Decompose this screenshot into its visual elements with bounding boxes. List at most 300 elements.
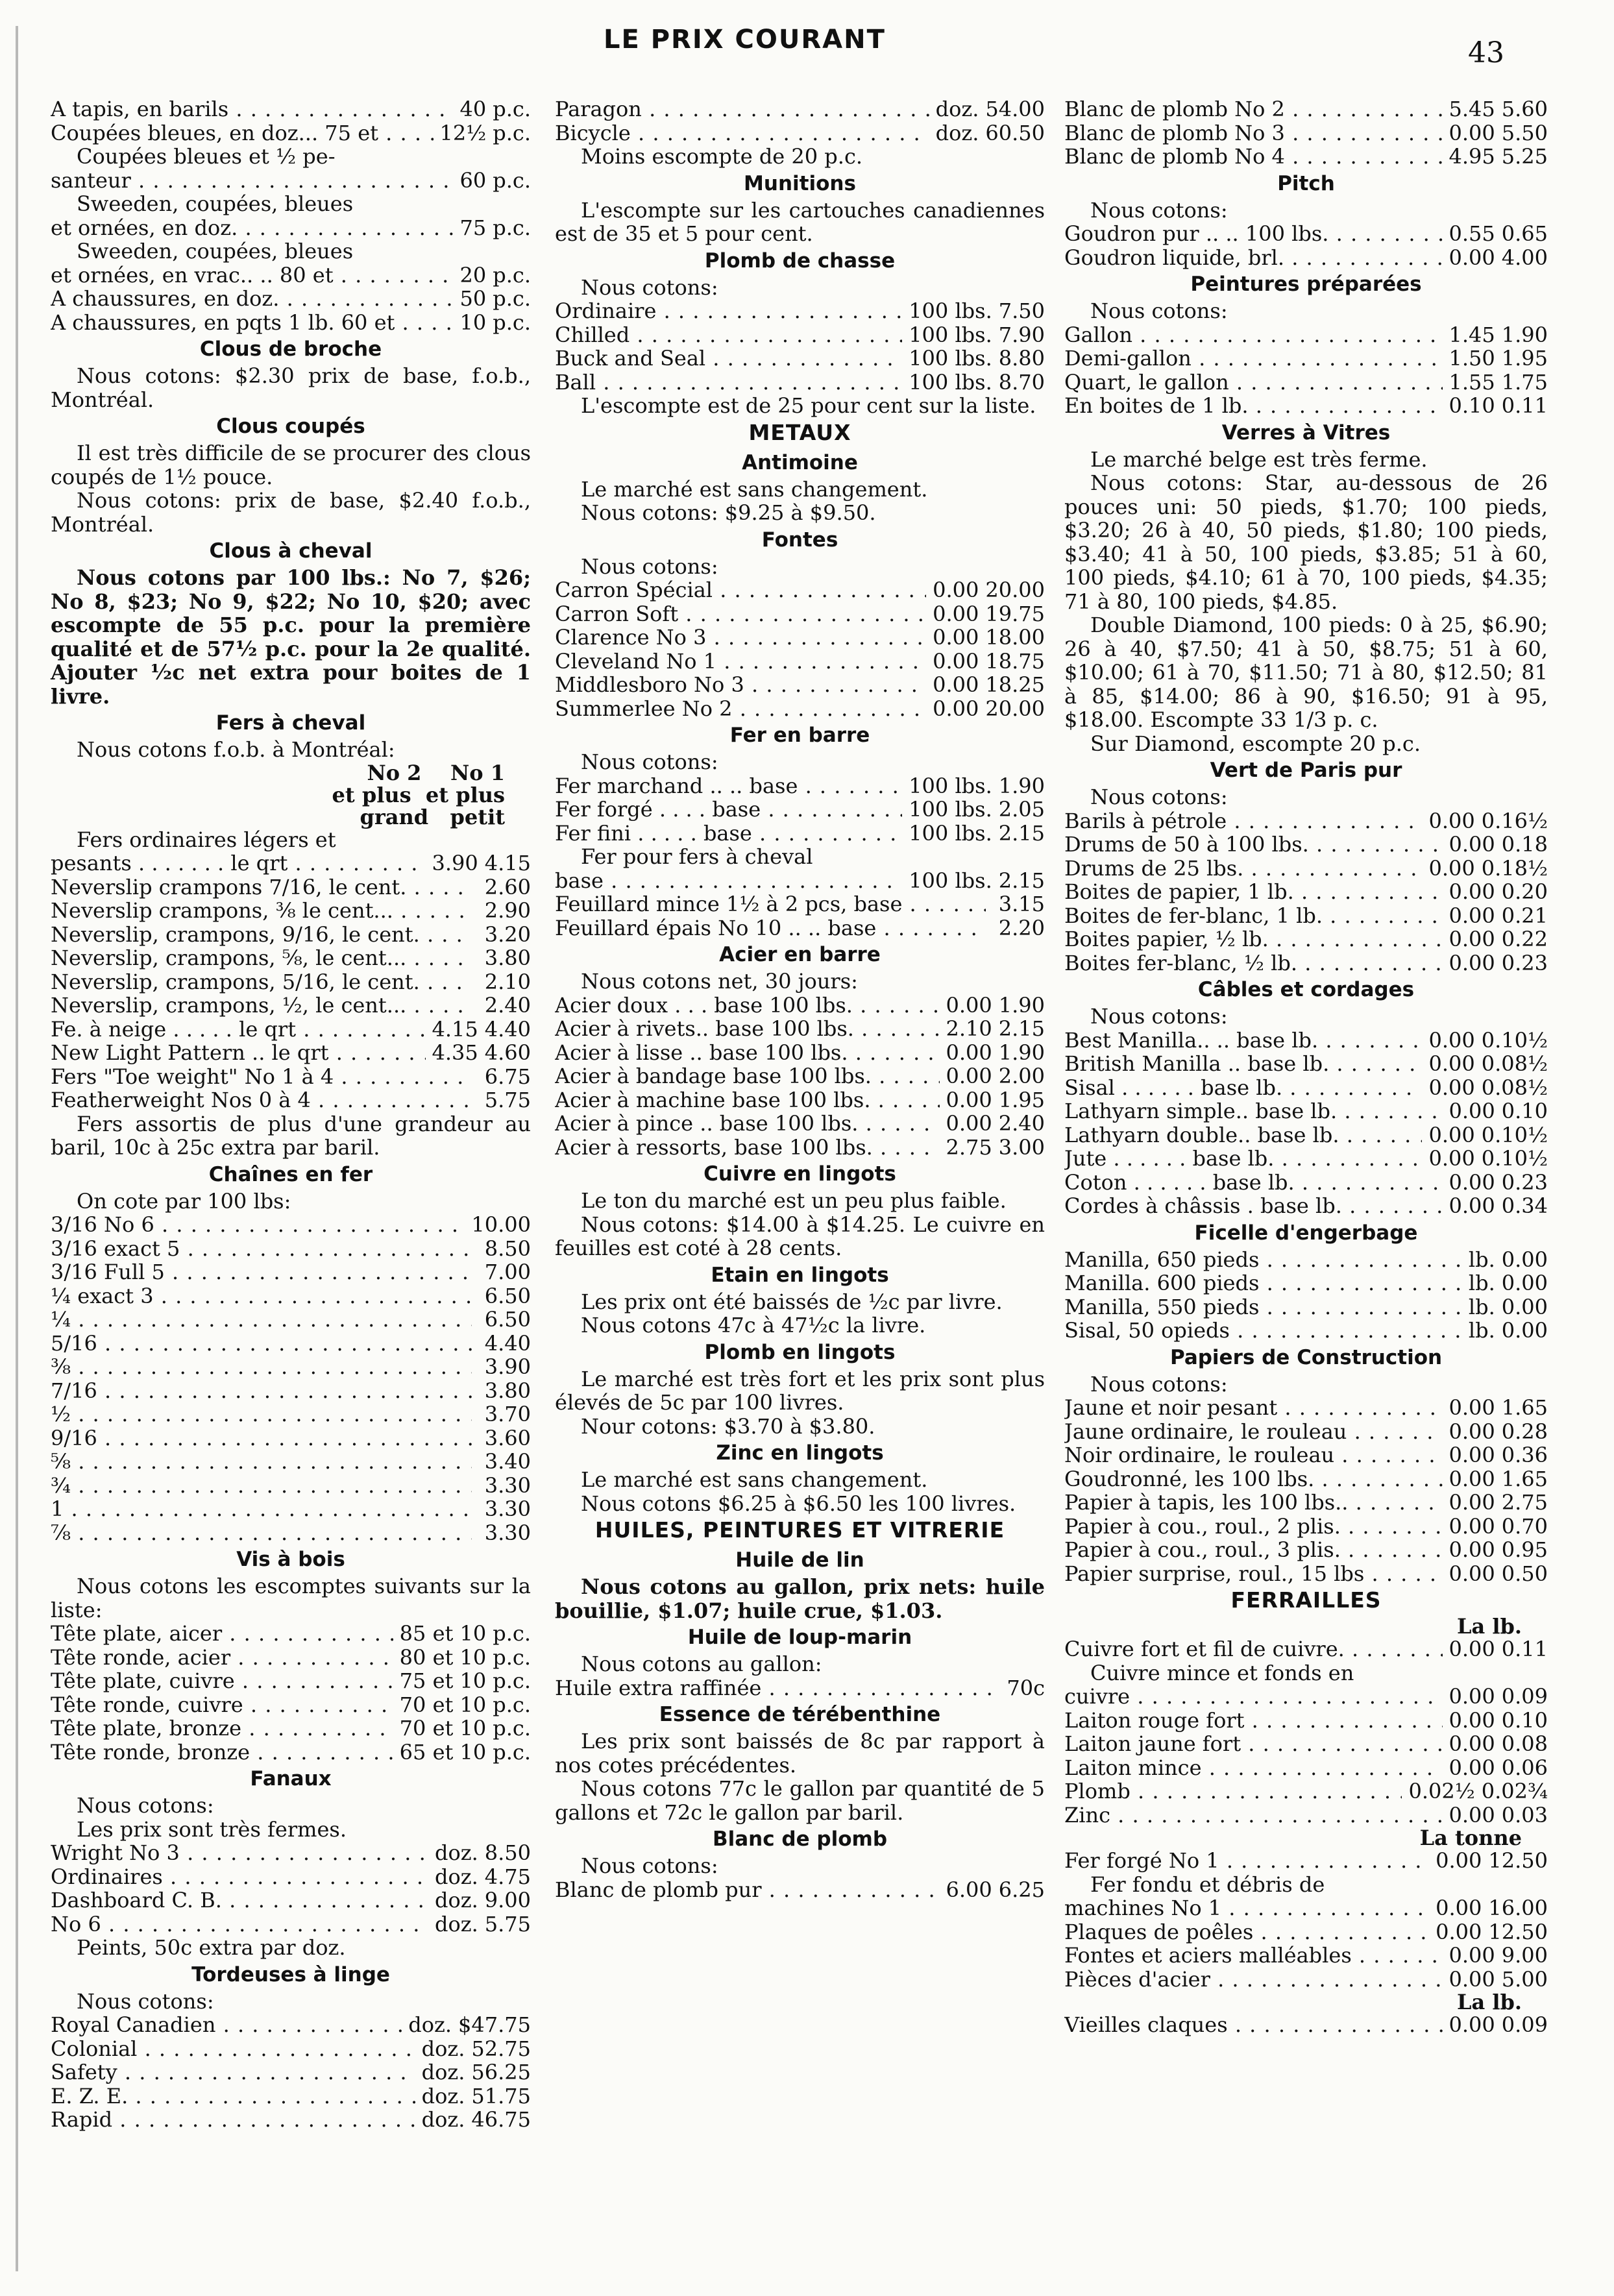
item-value-1: 0.00 xyxy=(1449,1170,1495,1194)
price-row xyxy=(51,1018,531,1042)
item-value-2: 3.15 xyxy=(998,892,1045,916)
item-label: Acier à machine base 100 lbs. . . . xyxy=(555,1088,940,1112)
item-value-2: 18.00 xyxy=(985,626,1045,650)
price-row xyxy=(555,892,1045,916)
item-value-2: 4.60 xyxy=(484,1041,531,1065)
note-paragraph: Nous cotons: xyxy=(581,1853,718,1878)
item-label: Blanc de plomb No 3 . . . xyxy=(1064,121,1443,145)
column-3 xyxy=(1064,97,1548,2037)
price-row xyxy=(555,1017,1045,1041)
item-label: Acier à lisse .. base 100 lbs. . . . xyxy=(555,1041,940,1065)
item-value-1: 0.00 xyxy=(1449,1803,1495,1827)
item-label: Summerlee No 2 . . . xyxy=(555,697,926,721)
item-label: Demi-gallon . . . xyxy=(1064,347,1443,371)
item-value-2: 0.28 xyxy=(1501,1419,1548,1443)
item-value-1: 0.00 xyxy=(1449,121,1495,145)
item-value-1: 3.90 xyxy=(432,851,478,875)
price-row xyxy=(555,602,1045,626)
item-value-2: 2.20 xyxy=(998,916,1045,940)
item-value-1: 100 lbs. xyxy=(909,347,992,371)
price-row xyxy=(1064,1396,1548,1420)
item-value-1: 0.00 xyxy=(1449,1491,1495,1515)
item-value-1: doz. xyxy=(434,1888,478,1912)
price-row xyxy=(1064,1756,1548,1780)
item-value-2: 0.10 xyxy=(1501,1099,1548,1123)
note-paragraph: L'escompte est de 25 pour cent sur la liste. xyxy=(581,393,1036,418)
item-label: E. Z. E. . . . xyxy=(51,2084,415,2108)
item-label: cuivre . . . xyxy=(1064,1685,1443,1709)
item-value-2: 0.10 xyxy=(1501,1708,1548,1732)
note-paragraph: Le marché est sans changement. xyxy=(581,476,928,502)
price-row xyxy=(51,1237,531,1261)
item-label: machines No 1 . . . xyxy=(1064,1896,1429,1920)
price-row xyxy=(555,1041,1045,1065)
section-heading: Fers à cheval xyxy=(215,711,366,735)
item-value-1: 0.00 xyxy=(1449,1732,1495,1756)
item-label: ⅝ . . . xyxy=(51,1450,472,1474)
item-value-2: p.c. xyxy=(493,1622,531,1646)
item-label: ¼ exact 3 . . . xyxy=(51,1284,472,1308)
item-value-2: 0.08½ xyxy=(1481,1052,1548,1076)
note-paragraph: Nous cotons: xyxy=(1090,1371,1228,1397)
section-heading: Fontes xyxy=(761,528,838,552)
item-value-1: 40 xyxy=(459,97,487,121)
item-value-2: 3.00 xyxy=(998,1135,1045,1159)
section-heading: Essence de térébenthine xyxy=(659,1703,941,1726)
column-subheading: No 2 No 1 et plus et plus grand petit xyxy=(332,760,505,829)
item-value-2: 5.00 xyxy=(1501,1967,1548,1991)
note-paragraph: Nous cotons 47c à 47½c la livre. xyxy=(581,1313,926,1337)
price-row xyxy=(51,1308,531,1332)
price-row xyxy=(51,1474,531,1498)
price-row xyxy=(555,1088,1045,1112)
item-value-2: 0.00 xyxy=(1501,1247,1548,1271)
section-heading: Vert de Paris pur xyxy=(1210,759,1402,782)
price-row xyxy=(555,1064,1045,1088)
item-value-2: 0.34 xyxy=(1501,1194,1548,1218)
item-label: Neverslip, crampons, 9/16, le cent. . . . xyxy=(51,923,472,947)
price-row xyxy=(1064,1420,1548,1444)
section-heading: Acier en barre xyxy=(719,943,881,966)
item-value-1: 0.00 xyxy=(1449,1755,1495,1779)
price-row xyxy=(1064,1319,1548,1343)
item-value-2: 5.50 xyxy=(1501,121,1548,145)
price-row xyxy=(555,371,1045,395)
price-row xyxy=(51,2013,531,2037)
item-label: Manilla. 600 pieds . . . xyxy=(1064,1271,1462,1295)
section-heading: Papiers de Construction xyxy=(1169,1345,1443,1369)
item-value-1: 0.00 xyxy=(933,696,979,720)
price-row xyxy=(51,1716,531,1740)
item-label: Goudron pur .. .. 100 lbs. . . . xyxy=(1064,222,1443,246)
item-value-2: p.c. xyxy=(493,97,531,121)
price-row xyxy=(51,1450,531,1474)
item-label: Jaune ordinaire, le rouleau . . . xyxy=(1064,1420,1443,1444)
item-label: Wright No 3 . . . xyxy=(51,1841,428,1865)
price-row xyxy=(555,798,1045,822)
price-row xyxy=(1064,97,1548,121)
item-label: Zinc . . . xyxy=(1064,1803,1443,1827)
item-value-2: 0.00 xyxy=(1501,1295,1548,1319)
item-value-2: p.c. xyxy=(493,1716,531,1740)
item-label: Papier à cou., roul., 3 plis. . . . xyxy=(1064,1538,1443,1562)
item-value-1: 0.00 xyxy=(1428,1075,1475,1099)
price-row xyxy=(51,851,531,875)
item-value-2: 2.40 xyxy=(998,1112,1045,1136)
note-paragraph: Nous cotons: xyxy=(581,750,718,774)
item-value-2: 7.00 xyxy=(484,1260,531,1284)
price-row xyxy=(1064,809,1548,833)
item-label: Tête ronde, bronze . . . xyxy=(51,1740,393,1765)
item-value-1: 100 lbs. xyxy=(909,868,992,892)
item-label: et ornées, en doz. . . . xyxy=(51,216,454,240)
item-value-1: 0.00 xyxy=(933,673,979,697)
price-row xyxy=(1064,1295,1548,1319)
item-label: Lathyarn simple.. base lb. . . . xyxy=(1064,1099,1443,1123)
section-heading: Tordeuses à linge xyxy=(191,1962,390,1986)
item-value-1: 100 lbs. xyxy=(909,798,992,822)
item-value-2: 51.75 xyxy=(471,2084,531,2108)
item-value-2: 0.11 xyxy=(1501,1637,1548,1661)
item-label: Tête plate, aicer . . . xyxy=(51,1622,393,1646)
item-value-2: $47.75 xyxy=(458,2013,531,2037)
item-value-2: 16.00 xyxy=(1488,1896,1548,1920)
price-row xyxy=(555,1878,1045,1902)
item-label: Neverslip, crampons, ½, le cent... . . . xyxy=(51,994,472,1018)
note-paragraph: Fer fondu et débris de xyxy=(1090,1872,1325,1897)
item-value-1: 0.00 xyxy=(1449,1194,1495,1218)
item-value-1: lb. xyxy=(1468,1247,1495,1271)
price-row xyxy=(51,1841,531,1865)
item-value-2: p.c. xyxy=(493,263,531,287)
item-label: Boites papier, ½ lb. . . . xyxy=(1064,927,1443,951)
item-label: New Light Pattern .. le qrt . . . xyxy=(51,1041,426,1065)
column-2 xyxy=(555,97,1045,1901)
note-paragraph: Nous cotons 77c le gallon par quantité de 5 gallons et 72c le gallon par baril. xyxy=(555,1776,1045,1825)
price-row xyxy=(51,923,531,947)
note-paragraph: Nous cotons: xyxy=(1090,197,1228,223)
item-value-1: doz. xyxy=(935,121,979,145)
item-value-2: 2.05 xyxy=(998,798,1045,822)
item-label: Vieilles claques . . . xyxy=(1064,2013,1443,2037)
item-value-2: 8.80 xyxy=(998,347,1045,371)
item-value-2: 6.75 xyxy=(484,1064,531,1088)
item-label: Papier à cou., roul., 2 plis. . . . xyxy=(1064,1515,1443,1539)
item-value-1: 0.00 xyxy=(1449,245,1495,269)
section-heading: Pitch xyxy=(1277,171,1335,195)
item-value-1: 100 lbs. xyxy=(909,774,992,798)
item-value-2: 18.75 xyxy=(985,649,1045,673)
item-label: Cleveland No 1 . . . xyxy=(555,650,926,674)
item-label: Tête ronde, acier . . . xyxy=(51,1646,393,1670)
price-row xyxy=(51,1065,531,1089)
note-paragraph: Fer pour fers à cheval xyxy=(581,844,813,869)
item-value-1: 0.00 xyxy=(946,1112,992,1136)
item-label: Featherweight Nos 0 à 4 . . . xyxy=(51,1088,472,1112)
section-heading: Etain en lingots xyxy=(711,1263,889,1287)
item-label: Manilla, 550 pieds . . . xyxy=(1064,1295,1462,1319)
note-paragraph: Coupées bleues et ½ pe- xyxy=(77,144,336,169)
item-value-2: 3.30 xyxy=(484,1497,531,1521)
price-row xyxy=(555,822,1045,846)
price-row xyxy=(1064,323,1548,347)
item-value-2: 0.08 xyxy=(1501,1732,1548,1756)
note-paragraph: Le marché est très fort et les prix sont plus élevés de 5c par 100 livres. xyxy=(555,1366,1045,1415)
item-value-1: 65 et 10 xyxy=(399,1740,487,1764)
item-label: Neverslip, crampons, ⅝, le cent... . . . xyxy=(51,946,472,970)
item-label: Laiton rouge fort . . . xyxy=(1064,1709,1443,1733)
item-value-1: 0.00 xyxy=(946,1064,992,1088)
item-value-1: 0.00 xyxy=(1449,927,1495,951)
item-value-2: 6.25 xyxy=(998,1877,1045,1901)
item-value-2: 8.50 xyxy=(484,1841,531,1865)
item-label: Tête ronde, cuivre . . . xyxy=(51,1693,393,1717)
item-label: Neverslip, crampons, 5/16, le cent. . . . xyxy=(51,970,472,994)
item-label: Barils à pétrole . . . xyxy=(1064,809,1422,833)
item-value-2: 0.02¾ xyxy=(1481,1779,1548,1803)
section-heading: Huile de loup-marin xyxy=(687,1626,912,1649)
note-paragraph: Cuivre mince et fonds en xyxy=(1090,1660,1354,1685)
price-row xyxy=(1064,1920,1548,1944)
item-value-2: 0.09 xyxy=(1501,2013,1548,2037)
item-label: ⅜ . . . xyxy=(51,1355,472,1379)
item-value-1: 1.50 xyxy=(1449,347,1495,371)
item-label: Tête plate, bronze . . . xyxy=(51,1716,393,1740)
item-label: Fer forgé No 1 . . . xyxy=(1064,1849,1429,1873)
item-value-1: 0.00 xyxy=(946,1088,992,1112)
item-value-2: 0.70 xyxy=(1501,1514,1548,1538)
item-value-1: 70 et 10 xyxy=(399,1692,487,1716)
section-heading: METAUX xyxy=(748,419,851,445)
price-row xyxy=(51,1888,531,1912)
price-row xyxy=(1064,145,1548,169)
note-paragraph: Le marché est sans changement. xyxy=(581,1467,928,1492)
item-label: Lathyarn double.. base lb. . . . xyxy=(1064,1123,1422,1147)
item-value-1: 0.10 xyxy=(1449,394,1495,418)
price-row xyxy=(51,1402,531,1426)
note-paragraph: Nous cotons: xyxy=(581,275,718,300)
item-label: Huile extra raffinée . . . xyxy=(555,1676,994,1700)
price-row xyxy=(51,2037,531,2061)
item-value-2: 0.22 xyxy=(1501,927,1548,951)
item-value-1: 0.00 xyxy=(1449,1967,1495,1991)
item-value-2: 20.00 xyxy=(985,696,1045,720)
price-row xyxy=(51,1622,531,1646)
item-value-1: doz. xyxy=(935,97,979,121)
item-value-2: 0.09 xyxy=(1501,1685,1548,1709)
item-label: Carron Spécial . . . xyxy=(555,578,926,602)
item-value-1: 0.00 xyxy=(1449,903,1495,927)
item-label: Sisal . . . . . . base lb. . . . xyxy=(1064,1076,1422,1100)
note-paragraph: Nous cotons f.o.b. à Montréal: xyxy=(77,737,395,762)
section-heading: Clous de broche xyxy=(199,337,382,361)
price-row xyxy=(51,1332,531,1356)
price-row xyxy=(1064,1248,1548,1272)
price-row xyxy=(555,869,1045,893)
item-value-1: 0.00 xyxy=(1449,1467,1495,1491)
item-label: Safety . . . xyxy=(51,2060,415,2084)
item-value-1: 70 et 10 xyxy=(399,1716,487,1740)
item-value-1: 0.00 xyxy=(1436,1896,1482,1920)
price-row xyxy=(555,121,1045,145)
note-paragraph: Nous cotons: xyxy=(581,554,718,579)
item-value-2: 19.75 xyxy=(985,602,1045,626)
price-row xyxy=(51,1213,531,1237)
price-row xyxy=(1064,833,1548,857)
note-paragraph: Moins escompte de 20 p.c. xyxy=(581,144,863,169)
column-subheading: La tonne xyxy=(1419,1826,1522,1850)
item-label: Paragon . . . xyxy=(555,97,929,121)
item-label: Coupées bleues, en doz... 75 et . . . xyxy=(51,121,434,145)
item-label: pesants . . . . . . . le qrt . . . xyxy=(51,851,426,875)
note-paragraph: Peints, 50c extra par doz. xyxy=(77,1935,346,1960)
price-row xyxy=(1064,1803,1548,1827)
note-paragraph: L'escompte sur les cartouches canadiennes est de 35 et 5 pour cent. xyxy=(555,197,1045,246)
item-label: Fe. à neige . . . . . le qrt . . . xyxy=(51,1018,426,1042)
price-row xyxy=(51,1284,531,1308)
item-label: A chaussures, en doz. . . . xyxy=(51,287,454,311)
item-value-2: 3.20 xyxy=(484,922,531,946)
price-row xyxy=(1064,1944,1548,1968)
price-row xyxy=(51,946,531,970)
item-value-2: 5.75 xyxy=(484,1088,531,1112)
item-label: Chilled . . . xyxy=(555,323,902,347)
item-label: Laiton mince . . . xyxy=(1064,1756,1443,1780)
item-value-1: 0.00 xyxy=(933,602,979,626)
item-value-1: 0.00 xyxy=(1449,951,1495,975)
price-row xyxy=(1064,1538,1548,1562)
note-paragraph: Les prix sont très fermes. xyxy=(77,1816,347,1842)
item-label: Neverslip crampons 7/16, le cent. . . . xyxy=(51,875,472,899)
item-value-1: lb. xyxy=(1468,1271,1495,1295)
item-label: No 6 . . . xyxy=(51,1912,428,1936)
item-value-2: 7.90 xyxy=(998,323,1045,347)
price-row xyxy=(1064,2013,1548,2037)
price-row xyxy=(555,97,1045,121)
item-value-1: 0.00 xyxy=(933,626,979,650)
price-row xyxy=(555,578,1045,602)
price-row xyxy=(51,1497,531,1521)
item-value-2: 4.00 xyxy=(1501,245,1548,269)
price-row xyxy=(51,875,531,899)
item-value-2: 0.10½ xyxy=(1481,1147,1548,1171)
item-value-2: 3.30 xyxy=(484,1473,531,1497)
item-value-2: 3.40 xyxy=(484,1450,531,1474)
item-value-1: 20 xyxy=(459,263,487,287)
item-value-1: 10 xyxy=(459,310,487,334)
item-value-1: 6.00 xyxy=(946,1877,992,1901)
item-value-1: doz. xyxy=(434,1841,478,1865)
price-row xyxy=(51,1646,531,1670)
item-value-1: doz. xyxy=(421,2036,465,2060)
item-value-1: 4.35 xyxy=(432,1041,478,1065)
item-value-2: 0.95 xyxy=(1501,1538,1548,1562)
item-label: Ordinaire . . . xyxy=(555,299,902,323)
item-value-2: 46.75 xyxy=(471,2108,531,2132)
item-label: 5/16 . . . xyxy=(51,1332,472,1356)
note-paragraph: Sweeden, coupées, bleues xyxy=(77,191,354,216)
page-number: 43 xyxy=(1468,36,1504,69)
item-value-2: 3.30 xyxy=(484,1520,531,1545)
price-row xyxy=(1064,394,1548,418)
price-row xyxy=(1064,1467,1548,1491)
item-value-1: 2.75 xyxy=(946,1135,992,1159)
item-value-2: p.c. xyxy=(493,1669,531,1693)
price-row xyxy=(51,1865,531,1889)
item-value-2: 2.15 xyxy=(998,1017,1045,1041)
item-value-2: 4.40 xyxy=(484,1017,531,1041)
item-value-1: doz. xyxy=(421,2108,465,2132)
item-value-1: 0.55 xyxy=(1449,222,1495,246)
item-label: santeur . . . xyxy=(51,169,454,193)
item-label: Middlesboro No 3 . . . xyxy=(555,673,926,697)
item-label: Rapid . . . xyxy=(51,2108,415,2132)
note-paragraph: Nous cotons par 100 lbs.: No 7, $26; No 8, $23; No 9, $22; No 10, $20; avec escompte de 55 p.c. pour la première qualité et de 57½ p.c. pour la 2e qualité. Ajouter ½c net extra pour boites de 1 livre. xyxy=(51,565,531,709)
item-label: Fer forgé . . . . base . . . xyxy=(555,798,902,822)
item-value-2: 0.36 xyxy=(1501,1443,1548,1467)
note-paragraph: Il est très difficile de se procurer des clous coupés de 1½ pouce. xyxy=(51,441,531,489)
price-row xyxy=(51,899,531,923)
item-value-2: 0.18½ xyxy=(1481,856,1548,880)
price-row xyxy=(555,626,1045,650)
section-heading: Chaînes en fer xyxy=(208,1162,373,1186)
section-heading: Vis à bois xyxy=(236,1548,345,1571)
item-value-2: p.c. xyxy=(493,310,531,334)
item-value-1: 0.00 xyxy=(1428,1028,1475,1052)
item-value-2: 0.00 xyxy=(1501,1319,1548,1343)
section-heading: Huile de lin xyxy=(735,1548,864,1572)
price-row xyxy=(51,970,531,994)
item-label: Acier à ressorts, base 100 lbs. . . . xyxy=(555,1136,940,1160)
item-label: Feuillard épais No 10 .. .. base . . . xyxy=(555,916,986,940)
item-value-2: 0.18 xyxy=(1501,833,1548,857)
item-label: 3/16 exact 5 . . . xyxy=(51,1237,472,1261)
item-value-2: 6.50 xyxy=(484,1308,531,1332)
item-label: Buck and Seal . . . xyxy=(555,347,902,371)
item-value-2: 5.25 xyxy=(1501,145,1548,169)
item-value-2: 0.20 xyxy=(1501,880,1548,904)
note-paragraph: Le ton du marché est un peu plus faible. xyxy=(581,1188,1007,1213)
price-row xyxy=(555,1676,1045,1700)
item-value-2: 5.60 xyxy=(1501,97,1548,121)
item-value-2: 12.50 xyxy=(1488,1920,1548,1944)
item-value-1: 100 lbs. xyxy=(909,370,992,394)
price-row xyxy=(1064,1123,1548,1147)
price-row xyxy=(51,1260,531,1284)
price-row xyxy=(1064,1709,1548,1733)
item-value-2: p.c. xyxy=(493,1692,531,1716)
item-label: A tapis, en barils . . . xyxy=(51,97,454,121)
item-value-2: 4.75 xyxy=(484,1864,531,1888)
item-value-2: p.c. xyxy=(493,168,531,192)
item-label: British Manilla .. base lb. . . . xyxy=(1064,1052,1422,1076)
item-value-2: 5.75 xyxy=(484,1912,531,1936)
item-label: Papier surprise, roul., 15 lbs . . . xyxy=(1064,1562,1443,1586)
item-value-1: 0.00 xyxy=(1449,1685,1495,1709)
item-value-2: 7.50 xyxy=(998,299,1045,323)
item-value-2: 0.00 xyxy=(1501,1271,1548,1295)
price-row xyxy=(1064,1147,1548,1171)
item-value-2: 0.10½ xyxy=(1481,1028,1548,1052)
item-value-2: 1.90 xyxy=(998,774,1045,798)
item-value-2: 1.90 xyxy=(998,1040,1045,1064)
item-value-1: 0.00 xyxy=(1436,1849,1482,1873)
item-value-1: 12½ xyxy=(439,121,487,145)
item-label: Blanc de plomb No 4 . . . xyxy=(1064,145,1443,169)
price-row xyxy=(51,2084,531,2108)
item-label: Ball . . . xyxy=(555,371,902,395)
item-value-2: 1.95 xyxy=(998,1088,1045,1112)
